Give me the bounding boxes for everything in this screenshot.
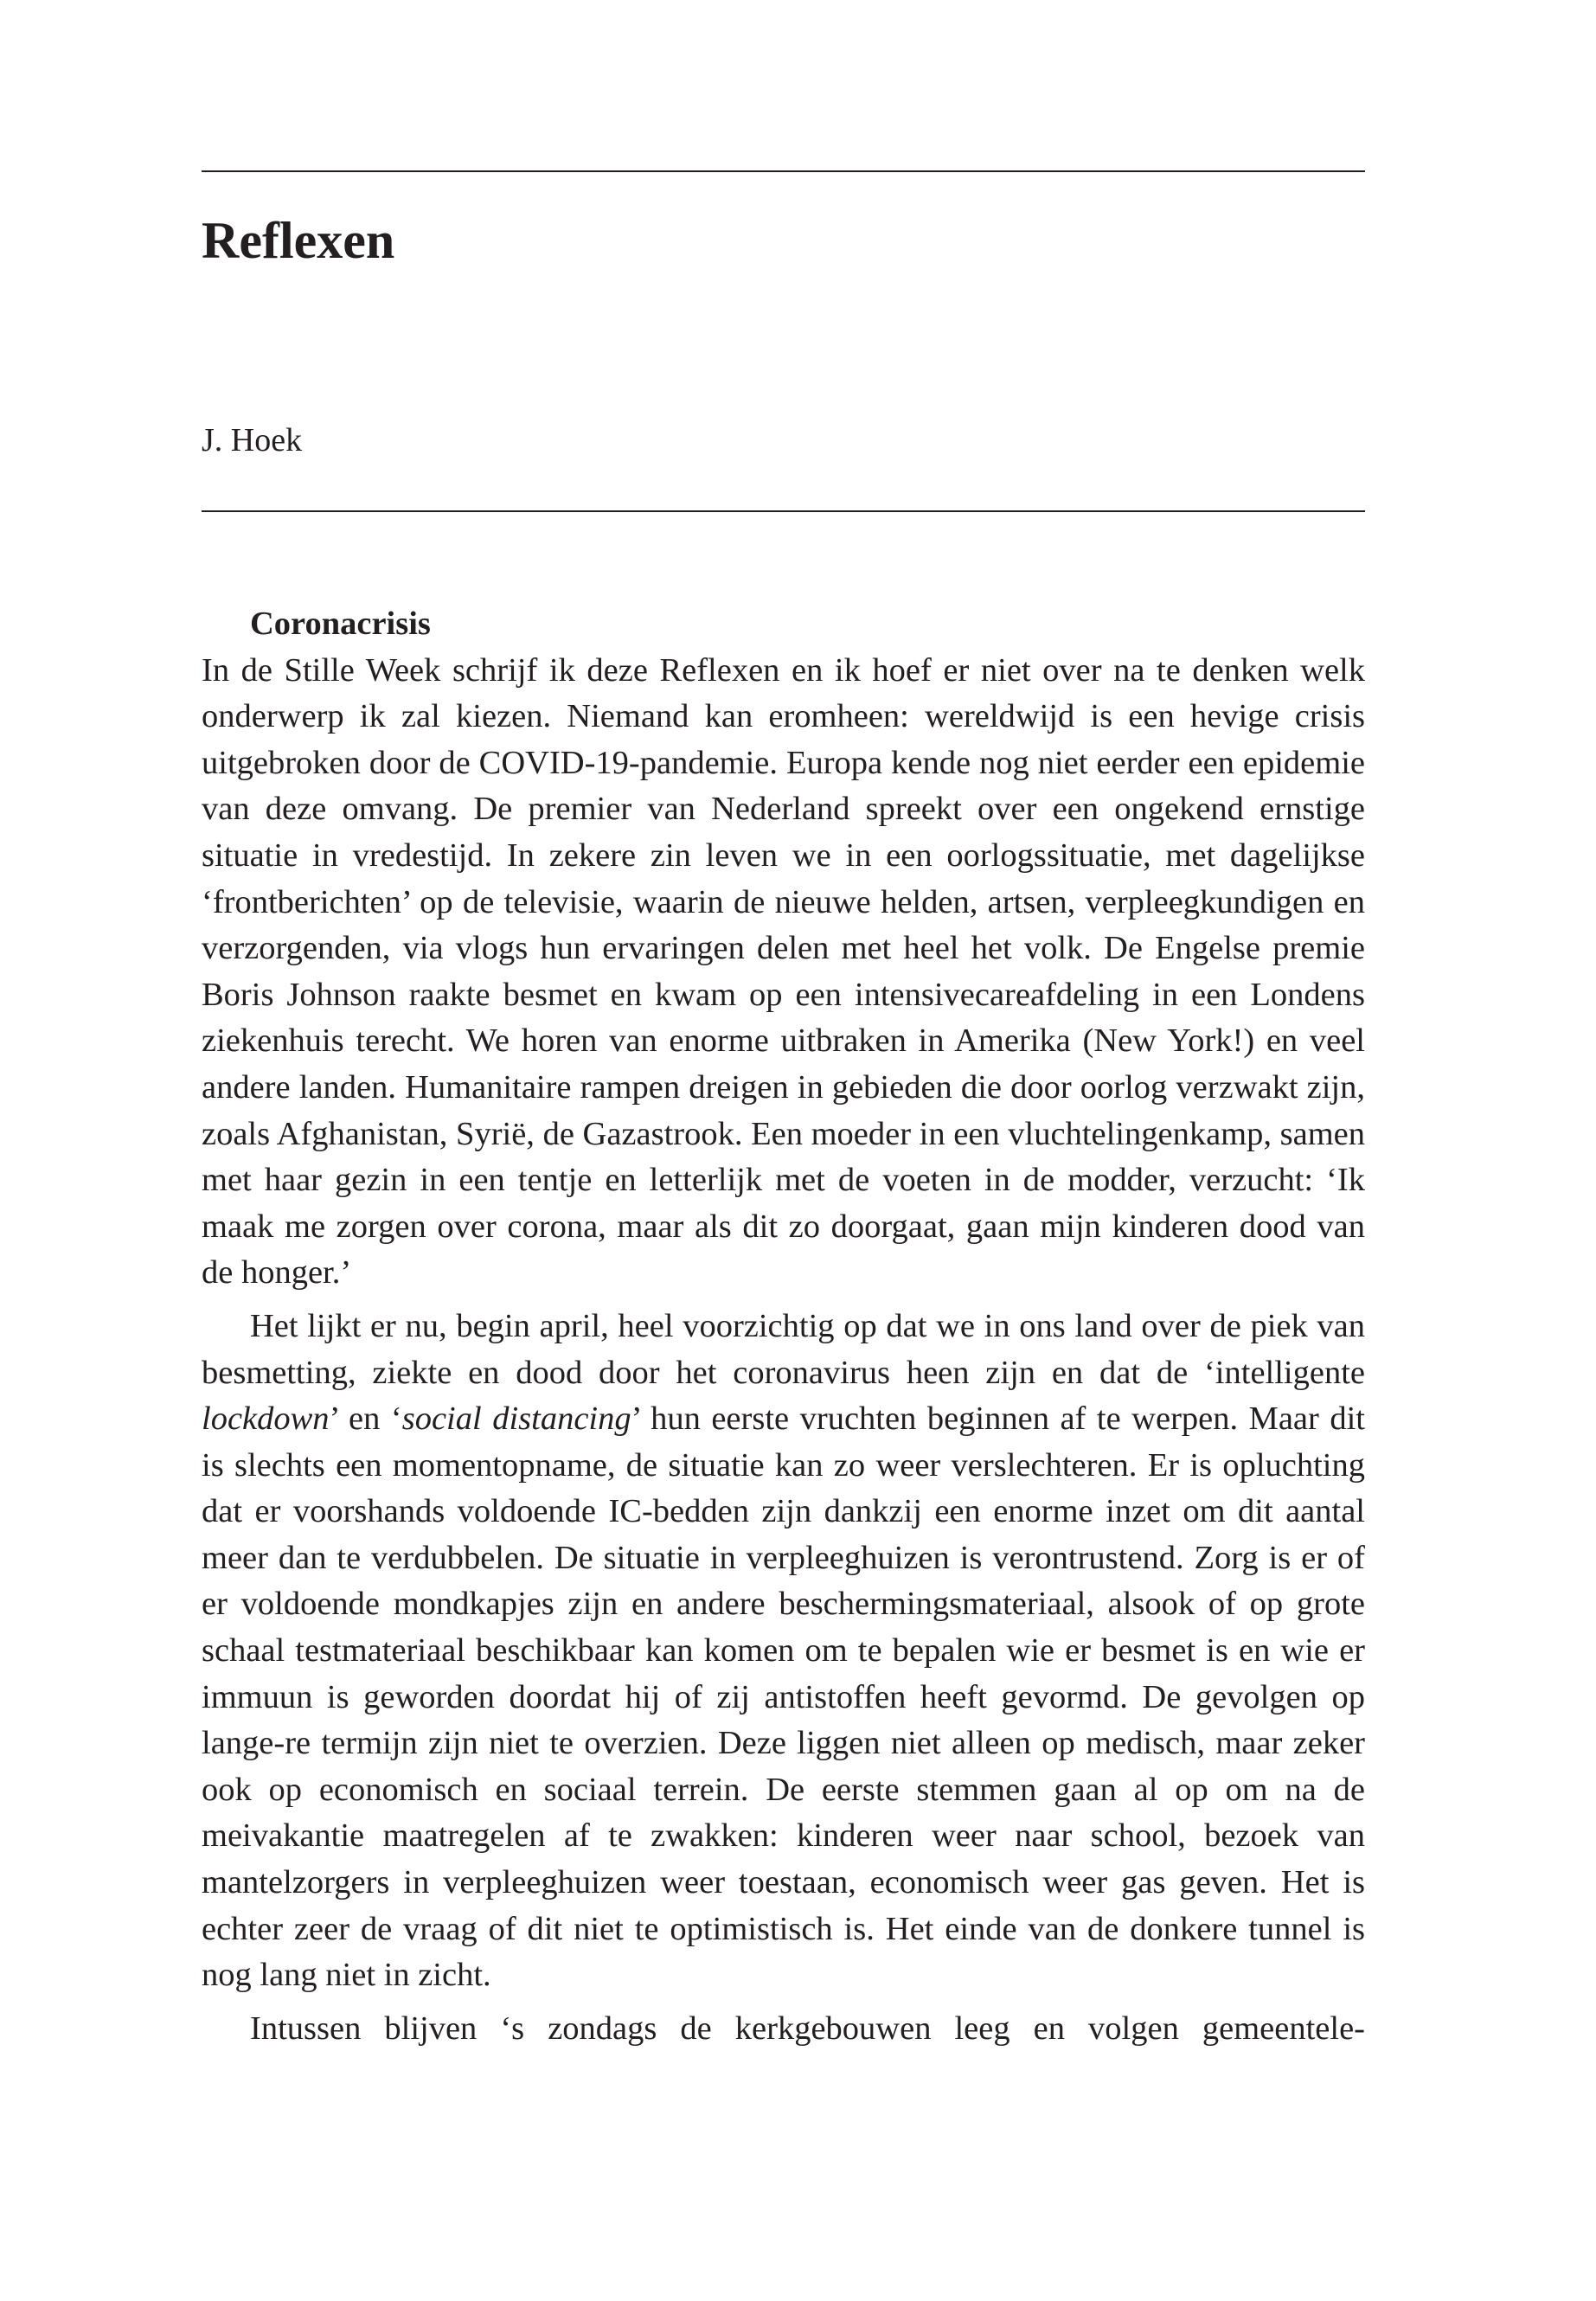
header-divider <box>202 510 1365 512</box>
paragraph-2-text-start: Het lijkt er nu, begin april, heel voorzichtig op dat we in ons land over de piek van besmetting, ziekte en dood door het coronavirus heen zijn en dat de ‘intelligente <box>202 1307 1365 1391</box>
paragraph-2-text-end: ’ hun eerste vruchten beginnen af te werpen. Maar dit is slechts een momentopname, de situatie kan zo weer verslechteren. Er is opluchting dat er voorshands voldoende IC-bedden zijn dankzij een enorme inzet om dit aantal meer dan te verdubbelen. De situatie in verpleeghuizen is verontrustend. Zorg is er of er voldoende mondkapjes zijn en andere beschermingsmateriaal, alsook of op grote schaal testmateriaal beschikbaar kan komen om te bepalen wie er besmet is en wie er immuun is geworden doordat hij of zij antistoffen heeft gevormd. De gevolgen op lange-re termijn zijn niet te overzien. Deze liggen niet alleen op medisch, maar zeker ook op economisch en sociaal terrein. De eerste stemmen gaan al op om na de meivakantie maatregelen af te zwakken: kinderen weer naar school, bezoek van mantelzorgers in verpleeghuizen weer toestaan, economisch weer gas geven. Het is echter zeer de vraag of dit niet te optimistisch is. Het einde van de donkere tunnel is nog lang niet in zicht. <box>202 1400 1366 1994</box>
author-name: J. Hoek <box>202 422 303 458</box>
paragraph-2-text-mid: ’ en ‘ <box>329 1400 402 1438</box>
lockdown-emphasis: lockdown <box>202 1400 330 1438</box>
top-rule <box>202 170 1365 172</box>
section-heading: Coronacrisis <box>250 606 431 642</box>
paragraph-3: Intussen blijven ‘s zondags de kerkgebouwen leeg en volgen gemeentele- <box>250 2009 1365 2047</box>
article-body <box>202 601 1365 2052</box>
social-distancing-emphasis: social distancing <box>401 1400 631 1438</box>
paragraph-1: In de Stille Week schrijf ik deze Reflexen en ik hoef er niet over na te denken welk onderwerp ik zal kiezen. Niemand kan eromheen: wereldwijd is een hevige crisis uitgebroken door de COVID-19-pandemie. Europa kende nog niet eerder een epidemie van deze omvang. De premier van Nederland spreekt over een ongekend ernstige situatie in vredestijd. In zekere zin leven we in een oorlogssituatie, met dagelijkse ‘frontberichten’ op de televisie, waarin de nieuwe helden, artsen, verpleegkundigen en verzorgenden, via vlogs hun ervaringen delen met heel het volk. De Engelse premie Boris Johnson raakte besmet en kwam op een intensivecareafdeling in een Londens ziekenhuis terecht. We horen van enorme uitbraken in Amerika (New York!) en veel andere landen. Humanitaire rampen dreigen in gebieden die door oorlog verzwakt zijn, zoals Afghanistan, Syrië, de Gazastrook. Een moeder in een vluchtelingenkamp, samen met haar gezin in een tentje en letterlijk met de voeten in de modder, verzucht: ‘Ik maak me zorgen over corona, maar als dit zo doorgaat, gaan mijn kinderen dood van de honger.’ <box>202 651 1365 1292</box>
paragraph-2 <box>202 1304 1365 1999</box>
article-title: Reflexen <box>202 212 395 269</box>
